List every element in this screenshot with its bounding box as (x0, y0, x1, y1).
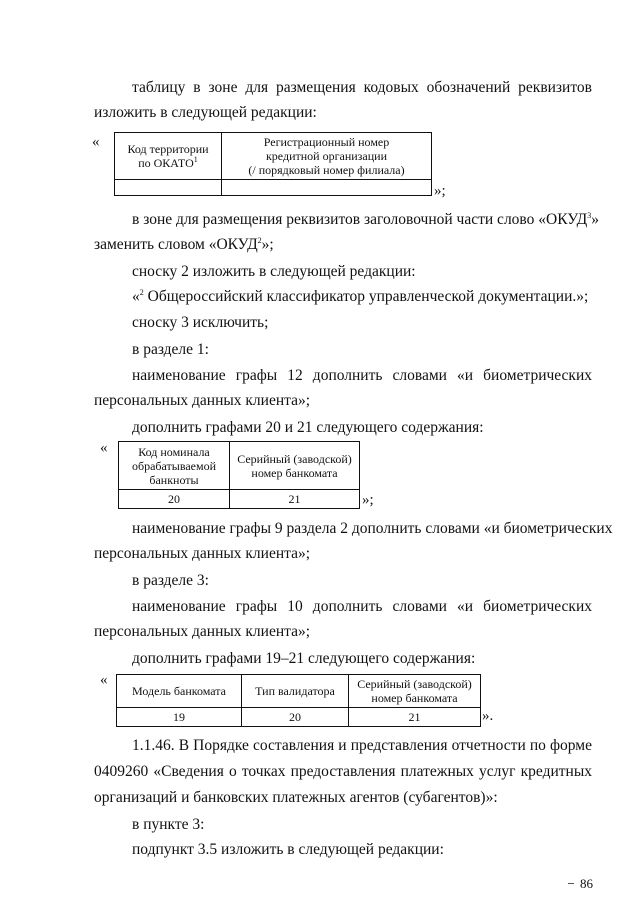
paragraph-line: наименование графы 10 дополнить словами «и биометрических (132, 598, 592, 615)
paragraph-line: в разделе 1: (132, 341, 209, 358)
table-cell (222, 180, 432, 196)
paragraph-line: дополнить графами 19–21 следующего содержания: (132, 650, 476, 667)
table-okato (114, 132, 432, 196)
paragraph-line: дополнить графами 20 и 21 следующего содержания: (132, 419, 484, 436)
paragraph-line: изложить в следующей редакции: (94, 104, 317, 121)
paragraph-line: персональных данных клиента»; (94, 545, 311, 562)
paragraph-line: персональных данных клиента»; (94, 623, 311, 640)
close-quote: »; (362, 492, 374, 508)
paragraph-line: наименование графы 12 дополнить словами «и биометрических (132, 367, 592, 384)
table-cell: 20 (242, 708, 349, 727)
paragraph-line: наименование графы 9 раздела 2 дополнить словами «и биометрических (132, 520, 613, 537)
table-cell: 19 (117, 708, 242, 727)
paragraph-line: в пункте 3: (132, 816, 205, 833)
close-quote: »; (434, 183, 446, 199)
paragraph-line: персональных данных клиента»; (94, 392, 311, 409)
paragraph-line: в зоне для размещения реквизитов заголовочной части слово «ОКУД$^3$» (132, 210, 599, 228)
table-header-cell: Тип валидатора (242, 675, 349, 708)
table-atm (116, 674, 481, 727)
paragraph-line: «$^2$ Общероссийский классификатор управленческой документации.»; (132, 287, 589, 305)
paragraph-line: 1.1.46. В Порядке составления и представления отчетности по форме (132, 737, 592, 754)
close-quote: ». (482, 708, 494, 724)
table-cell: 21 (230, 490, 360, 509)
scan-mark (568, 883, 574, 884)
table-header-cell: Регистрационный номер кредитной организации (/ порядковый номер филиала) (222, 133, 432, 180)
table-header-cell: Серийный (заводской) номер банкомата (230, 442, 360, 490)
page-number: 86 (580, 876, 593, 891)
paragraph-line: организаций и банковских платежных агентов (субагентов)»: (94, 789, 498, 806)
table-cell: 20 (119, 490, 230, 509)
table-cell: 21 (349, 708, 481, 727)
table-header-cell: Код номинала обрабатываемой банкноты (119, 442, 230, 490)
open-quote: « (92, 134, 100, 150)
paragraph-line: сноску 3 исключить; (132, 314, 269, 331)
open-quote: « (100, 440, 108, 456)
table-header-cell: Код территории по ОКАТО$^1$ (115, 133, 222, 180)
open-quote: « (100, 672, 108, 688)
paragraph-line: подпункт 3.5 изложить в следующей редакции: (132, 841, 444, 858)
paragraph-line: таблицу в зоне для размещения кодовых обозначений реквизитов (132, 79, 592, 96)
table-banknote (118, 441, 360, 509)
paragraph-line: сноску 2 изложить в следующей редакции: (132, 263, 416, 280)
table-header-cell: Модель банкомата (117, 675, 242, 708)
paragraph-line: 0409260 «Сведения о точках предоставления платежных услуг кредитных (94, 763, 592, 780)
table-header-cell: Серийный (заводской) номер банкомата (349, 675, 481, 708)
paragraph-line: в разделе 3: (132, 572, 209, 589)
table-cell (115, 180, 222, 196)
paragraph-line: заменить словом «ОКУД$^2$»; (94, 235, 274, 253)
